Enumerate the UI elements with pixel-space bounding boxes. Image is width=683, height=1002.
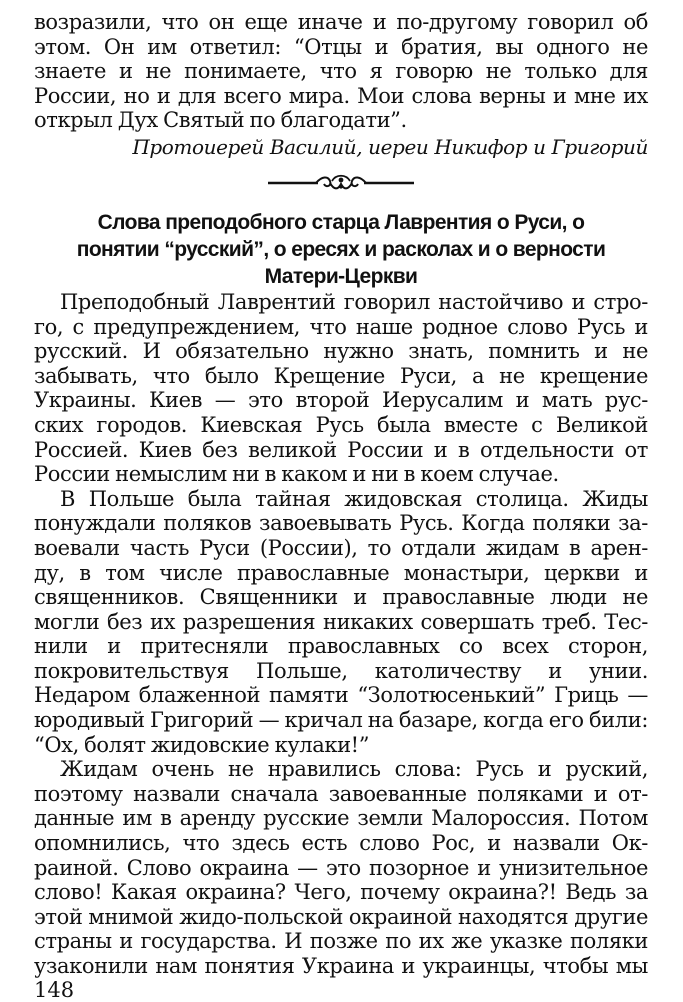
text-line: страны и государства. И позже по их же указке поляки [34,929,648,954]
text-line: Преподобный Лаврентий говорил настойчиво и стро- [60,289,648,314]
text-column [34,10,648,1001]
text-line: слово! Какая окраина? Чего, почему окраина?! Ведь за [34,880,648,905]
text-line: Украины. Киев — это второй Иерусалим и мать рус- [34,388,648,413]
paragraph [34,290,648,487]
text-line: священников. Священники и православные люди не [34,585,648,610]
text-line: ских городов. Киевская Русь была вместе с Великой [34,412,648,437]
text-line: опомнились, что здесь есть слово Рос, и назвали Ок- [34,831,648,856]
text-line: нили и притесняли православных со всех сторон, [34,634,648,659]
text-line: России немыслим ни в каком и ни в коем случае. [34,462,559,487]
heading-line: Матери-Церкви [264,264,418,288]
text-line: “Ох, болят жидовские кулаки!” [34,732,370,757]
text-line: открыл Дух Святый по благодати”. [34,108,407,133]
text-line: ду, в том числе православные монастыри, церкви и [34,560,648,585]
text-line: Жидам очень не нравились слова: Русь и руский, [60,757,648,782]
heading-line: понятии “русский”, о ересях и расколах и о верности [76,237,606,261]
paragraph [34,487,648,758]
heading-line: Слова преподобного старца Лаврентия о Руси, о [97,210,585,234]
text-line: забывать, что было Крещение Руси, а не крещение [34,363,648,388]
ornament-divider [34,163,648,203]
text-line: В Польше была тайная жидовская столица. Жиды [60,486,648,511]
text-line: воевали часть Руси (России), то отдали жидам в арен- [34,535,648,560]
text-line: русский. И обязательно нужно знать, помнить и не [34,339,648,364]
paragraph [34,757,648,978]
text-line: покровительствуя Польше, католичеству и унии. [34,658,648,683]
text-line: юродивый Григорий — кричал на базаре, когда его били: [34,708,648,733]
page-number: 148 [34,977,75,1002]
text-line: этой мнимой жидо-польской окраиной находятся другие [34,904,648,929]
text-line: России, но и для всего мира. Мои слова верны и мне их [34,83,648,108]
top-paragraph [34,10,648,133]
flourish-ornament-icon [266,172,416,194]
text-line: раиной. Слово окраина — это позорное и унизительное [34,855,648,880]
text-line: узаконили нам понятия Украина и украинцы, чтобы мы [34,954,648,978]
signature: Протоиерей Василий, иереи Никифор и Григорий [132,134,648,159]
text-line: могли без их разрешения никаких совершать треб. Тес- [34,609,648,634]
text-line: Россией. Киев без великой России и в отдельности от [34,437,648,462]
text-line: этом. Он им ответил: “Отцы и братия, вы одного не [34,34,648,59]
text-line: го, с предупреждением, что наше родное слово Русь и [34,314,648,339]
text-line: данные им в аренду русские земли Малороссия. Потом [34,806,648,831]
text-line: возразили, что он еще иначе и по-другому говорил об [34,10,648,34]
section-heading [34,209,648,290]
text-line: знаете и не понимаете, что я говорю не только для [34,59,648,84]
text-line: поэтому назвали сначала завоеванные поляками и от- [34,781,648,806]
text-line: Недаром блаженной памяти “Золотюсенький” Гриць — [34,683,648,708]
text-line: понуждали поляков завоевывать Русь. Когда поляки за- [34,511,648,536]
